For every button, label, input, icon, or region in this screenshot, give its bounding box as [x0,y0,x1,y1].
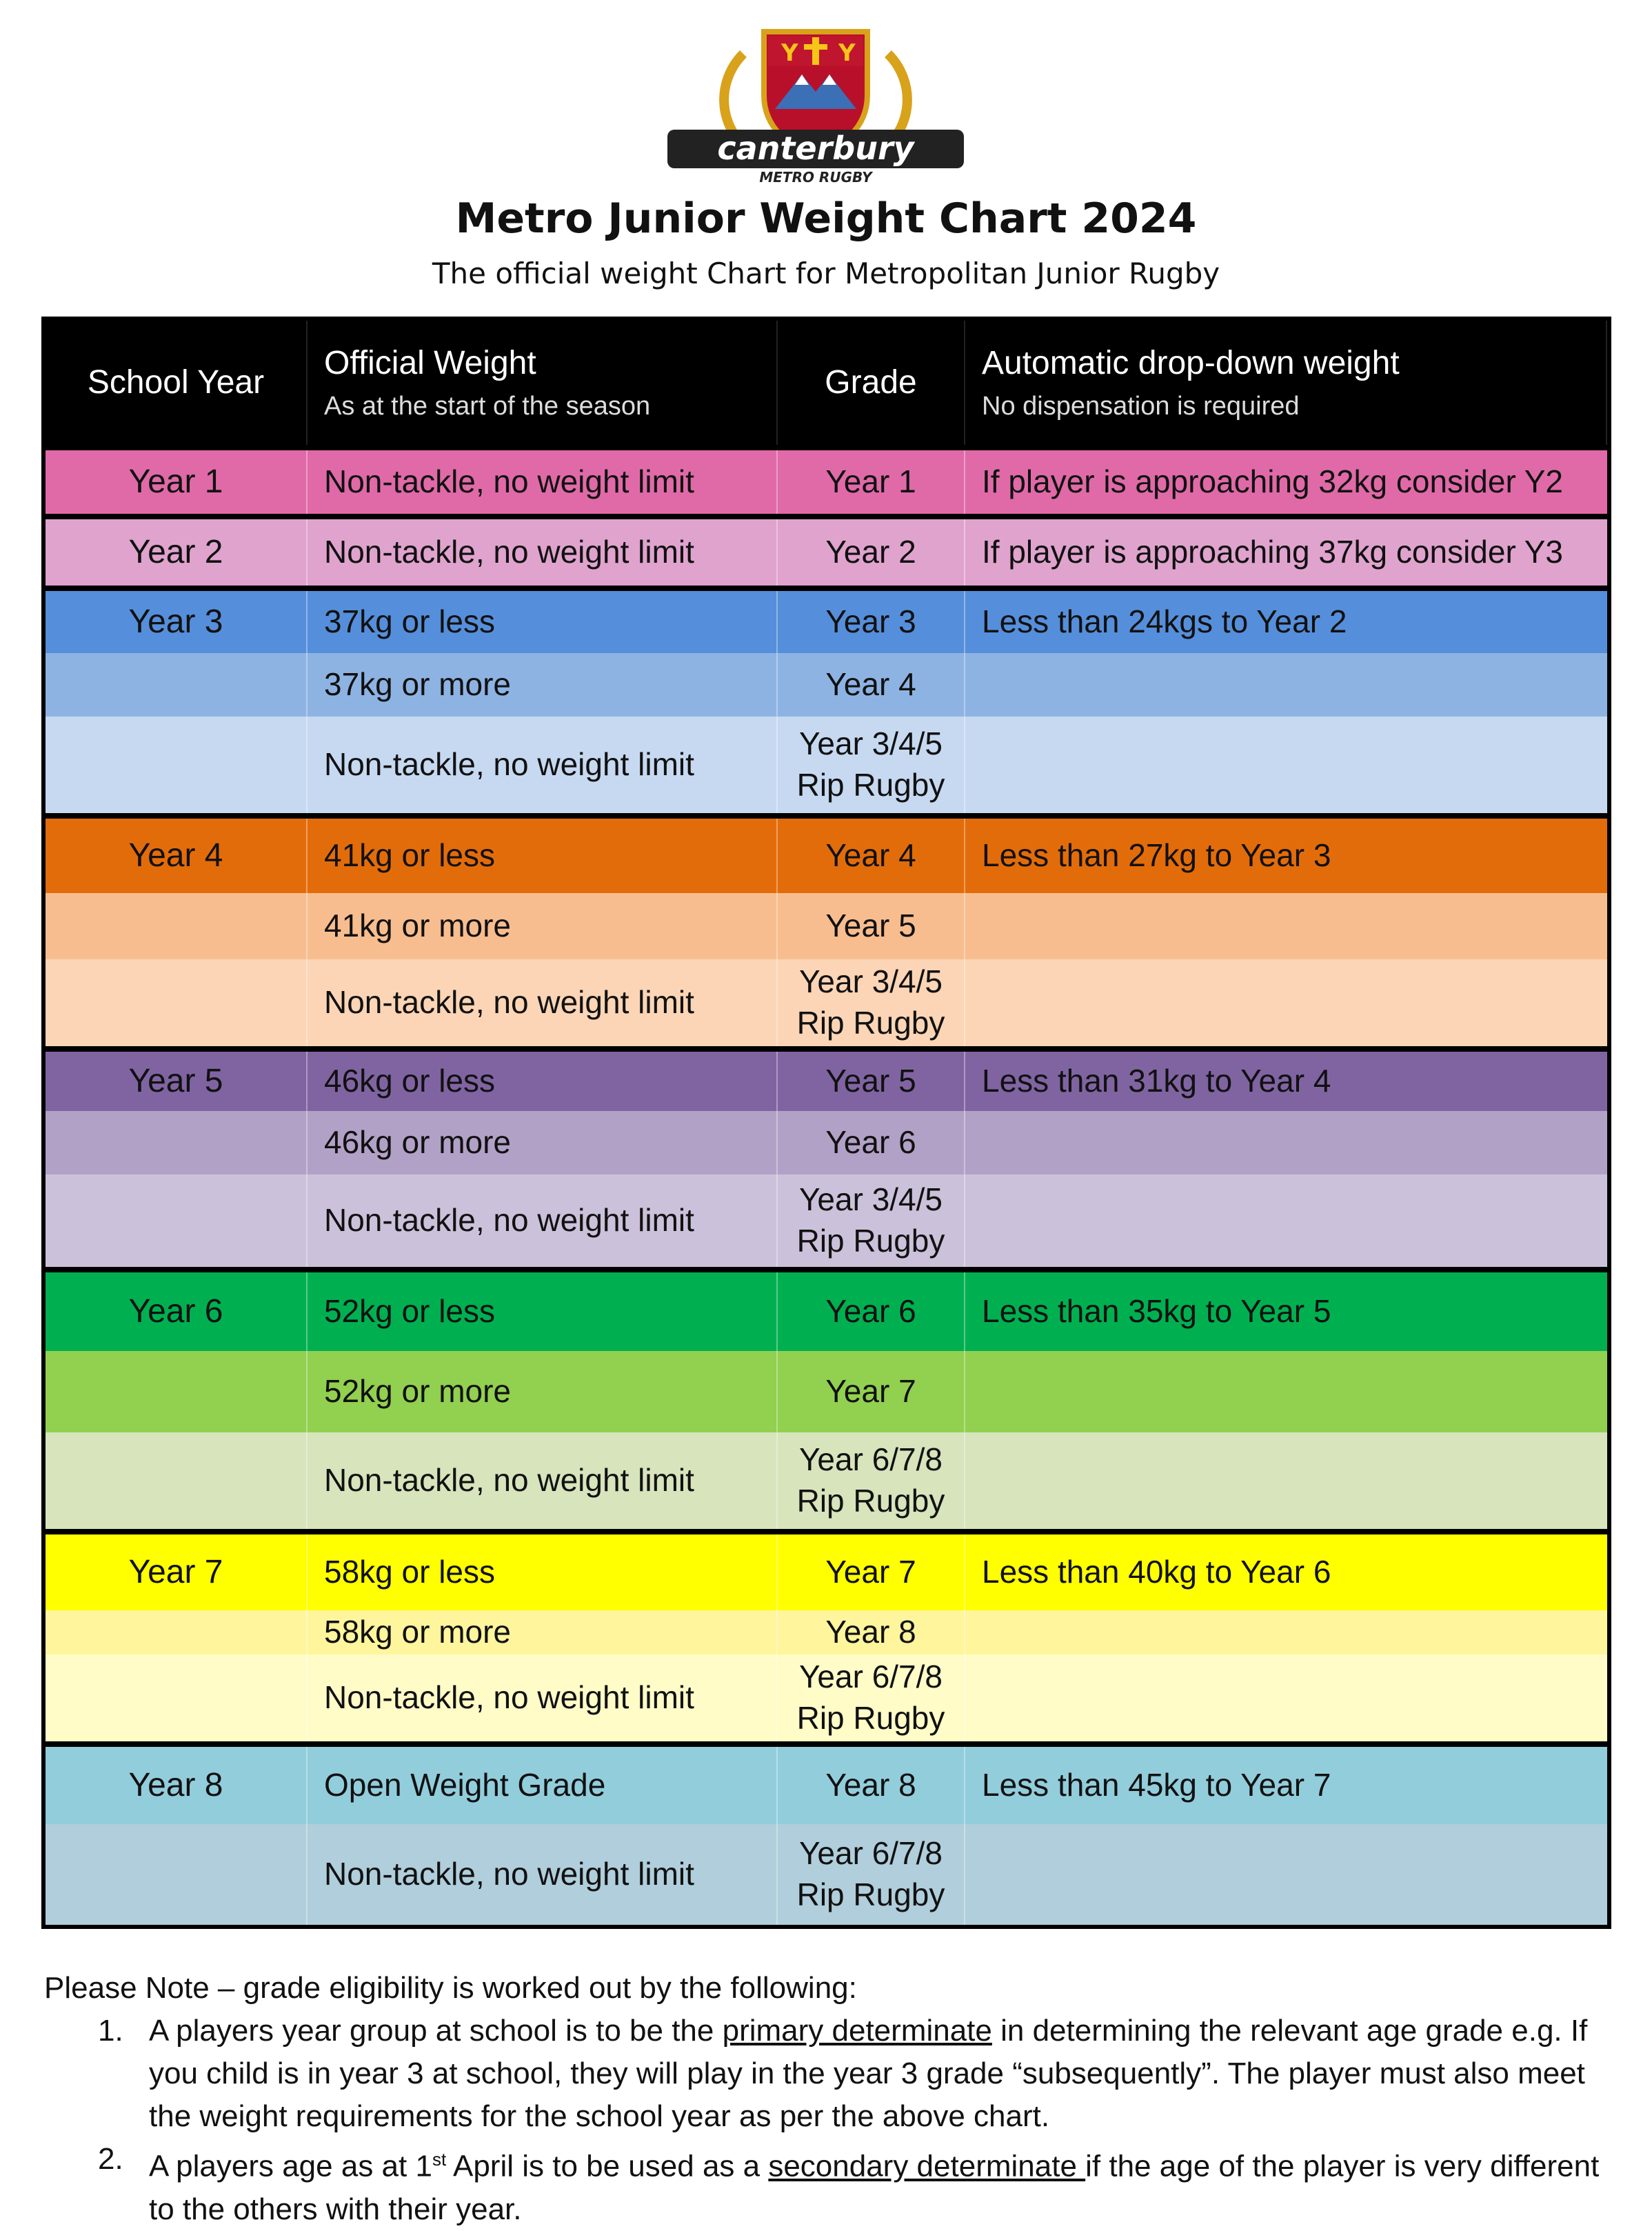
table-row [46,1046,1607,1111]
official-weight-label: Non-tackle, no weight limit [324,746,694,783]
notes-section [44,1967,1616,2231]
grade-label: Year 6/7/8 [798,1659,943,1695]
grade-cell [778,1351,965,1432]
table-header-row [46,321,1607,445]
table-row [46,1654,1607,1741]
table-row [46,1824,1607,1925]
grade-cell [778,1432,965,1529]
primary-determinate-term: primary determinate [722,2014,992,2048]
school-year-label: Year 5 [128,1062,223,1099]
header-school-year: School Year [46,321,308,445]
grade-cell [778,1747,965,1824]
official-weight-cell [308,1654,778,1741]
svg-text:canterbury: canterbury [717,130,914,167]
official-weight-cell [308,1610,778,1654]
table-row [46,1111,1607,1174]
drop-down-label: If player is approaching 37kg consider Y3 [982,534,1564,570]
school-year-cell [46,653,308,717]
official-weight-cell [308,1351,778,1432]
school-year-cell [46,1174,308,1267]
header-drop-down-weight: Automatic drop-down weight No dispensation is required [965,321,1607,445]
grade-sublabel: Rip Rugby [796,1223,945,1259]
school-year-cell [46,1052,308,1111]
table-row [46,1432,1607,1529]
drop-down-label: Less than 24kgs to Year 2 [982,603,1347,640]
official-weight-cell [308,1272,778,1351]
table-row [46,445,1607,514]
grade-label: Year 6/7/8 [798,1441,943,1478]
official-weight-cell [308,1824,778,1925]
grade-label: Year 8 [825,1767,916,1803]
school-year-label: Year 7 [128,1553,223,1590]
drop-down-weight-cell [965,1111,1607,1174]
grade-cell [778,1654,965,1741]
official-weight-label: Non-tackle, no weight limit [324,534,694,570]
school-year-cell [46,1824,308,1925]
drop-down-label: Less than 45kg to Year 7 [982,1767,1331,1803]
page-subtitle: The official weight Chart for Metropolitan Junior Rugby [432,257,1220,290]
drop-down-weight-cell [965,717,1607,813]
table-row [46,1351,1607,1432]
school-year-cell [46,1747,308,1824]
drop-down-weight-cell [965,1534,1607,1610]
grade-cell [778,653,965,717]
official-weight-label: 37kg or more [324,666,512,703]
official-weight-label: Open Weight Grade [324,1767,606,1803]
official-weight-label: Non-tackle, no weight limit [324,1679,694,1716]
grade-cell [778,1052,965,1111]
grade-cell [778,1534,965,1610]
official-weight-label: Non-tackle, no weight limit [324,1462,694,1499]
official-weight-label: 41kg or less [324,837,496,874]
school-year-cell [46,450,308,514]
drop-down-weight-cell [965,591,1607,653]
official-weight-label: 46kg or more [324,1124,512,1161]
official-weight-label: Non-tackle, no weight limit [324,1856,694,1892]
official-weight-cell [308,1111,778,1174]
drop-down-weight-cell [965,1432,1607,1529]
drop-down-weight-cell [965,1747,1607,1824]
table-row [46,893,1607,959]
table-row [46,1174,1607,1267]
grade-label: Year 4 [825,837,916,874]
drop-down-weight-cell [965,653,1607,717]
header-grade: Grade [778,321,965,445]
grade-cell [778,519,965,586]
grade-label: Year 6 [825,1124,916,1161]
table-row [46,1610,1607,1654]
page-title: Metro Junior Weight Chart 2024 [455,194,1197,243]
grade-label: Year 6 [825,1293,916,1330]
weight-chart-table [41,317,1611,1929]
secondary-determinate-term: secondary determinate [768,2149,1086,2183]
grade-label: Year 3 [825,603,916,640]
grade-cell [778,959,965,1046]
drop-down-weight-cell [965,1610,1607,1654]
header-official-weight: Official Weight As at the start of the season [308,321,778,445]
drop-down-weight-cell [965,519,1607,586]
school-year-cell [46,1272,308,1351]
official-weight-label: 46kg or less [324,1063,496,1099]
svg-text:Y: Y [838,39,856,67]
grade-cell [778,819,965,893]
official-weight-label: 58kg or more [324,1614,512,1650]
table-row [46,813,1607,893]
grade-sublabel: Rip Rugby [796,1700,945,1736]
school-year-cell [46,1654,308,1741]
note-item-2: 2. A players age as at 1st April is to be used as a secondary determinate if the age of the player is very different to the others with their year. [98,2142,1600,2226]
table-row [46,1529,1607,1610]
drop-down-label: Less than 35kg to Year 5 [982,1293,1331,1330]
drop-down-weight-cell [965,1174,1607,1267]
drop-down-weight-cell [965,1824,1607,1925]
drop-down-label: If player is approaching 32kg consider Y2 [982,463,1564,500]
school-year-label: Year 1 [128,463,223,500]
drop-down-weight-cell [965,450,1607,514]
grade-label: Year 7 [825,1554,916,1590]
official-weight-cell [308,1432,778,1529]
official-weight-cell [308,1174,778,1267]
table-row [46,1267,1607,1351]
official-weight-cell [308,717,778,813]
table-row [46,586,1607,653]
grade-cell [778,450,965,514]
school-year-cell [46,717,308,813]
canterbury-metro-rugby-logo [640,26,991,185]
grade-cell [778,1610,965,1654]
official-weight-cell [308,1747,778,1824]
school-year-cell [46,1534,308,1610]
school-year-label: Year 4 [128,837,223,874]
school-year-label: Year 8 [128,1766,223,1803]
table-row [46,959,1607,1046]
school-year-cell [46,893,308,959]
drop-down-weight-cell [965,819,1607,893]
school-year-label: Year 6 [128,1292,223,1330]
school-year-label: Year 2 [128,533,223,570]
grade-sublabel: Rip Rugby [796,1005,945,1041]
school-year-cell [46,1610,308,1654]
drop-down-weight-cell [965,1272,1607,1351]
official-weight-label: 52kg or more [324,1373,512,1410]
table-row [46,653,1607,717]
official-weight-label: 52kg or less [324,1293,496,1330]
grade-label: Year 5 [825,908,916,944]
school-year-cell [46,1351,308,1432]
drop-down-weight-cell [965,893,1607,959]
drop-down-weight-cell [965,1654,1607,1741]
official-weight-cell [308,450,778,514]
grade-sublabel: Rip Rugby [796,1483,945,1519]
drop-down-weight-cell [965,1052,1607,1111]
official-weight-cell [308,1052,778,1111]
school-year-cell [46,959,308,1046]
official-weight-cell [308,653,778,717]
official-weight-cell [308,1534,778,1610]
notes-intro: Please Note – grade eligibility is worked out by the following: [44,1971,857,2005]
official-weight-label: Non-tackle, no weight limit [324,984,694,1021]
grade-label: Year 1 [825,463,916,500]
school-year-cell [46,1111,308,1174]
grade-cell [778,1824,965,1925]
official-weight-label: Non-tackle, no weight limit [324,463,694,500]
official-weight-label: Non-tackle, no weight limit [324,1202,694,1239]
grade-label: Year 3/4/5 [798,1181,943,1218]
grade-label: Year 7 [825,1373,916,1410]
grade-label: Year 3/4/5 [798,963,943,1000]
grade-cell [778,1111,965,1174]
official-weight-label: 37kg or less [324,603,496,640]
note-item-1: 1. A players year group at school is to be the primary determinate in determining the relevant age grade e.g. If you child is in year 3 at school, they will play in the year 3 grade “subsequently”. The player must also meet the weight requirements for the school year as per the above chart. [98,2014,1588,2133]
drop-down-weight-cell [965,959,1607,1046]
grade-cell [778,591,965,653]
drop-down-label: Less than 31kg to Year 4 [982,1063,1331,1099]
rugby-crest-icon [640,26,991,185]
official-weight-cell [308,959,778,1046]
grade-cell [778,1174,965,1267]
grade-label: Year 8 [825,1614,916,1650]
grade-sublabel: Rip Rugby [796,1877,945,1912]
grade-cell [778,717,965,813]
school-year-cell [46,591,308,653]
grade-label: Year 3/4/5 [798,726,943,762]
official-weight-cell [308,893,778,959]
official-weight-cell [308,819,778,893]
drop-down-label: Less than 40kg to Year 6 [982,1554,1331,1590]
official-weight-label: 58kg or less [324,1554,496,1590]
school-year-cell [46,819,308,893]
svg-text:Y: Y [781,39,798,67]
grade-label: Year 2 [825,534,916,570]
drop-down-weight-cell [965,1351,1607,1432]
official-weight-cell [308,519,778,586]
grade-label: Year 5 [825,1063,916,1099]
official-weight-cell [308,591,778,653]
grade-label: Year 6/7/8 [798,1835,943,1872]
grade-sublabel: Rip Rugby [796,767,945,803]
notes-list [44,2010,1616,2231]
school-year-label: Year 3 [128,603,223,640]
table-row [46,1741,1607,1824]
table-row [46,717,1607,813]
svg-text:METRO RUGBY: METRO RUGBY [759,169,872,185]
table-body [46,445,1607,1925]
drop-down-label: Less than 27kg to Year 3 [982,837,1331,874]
school-year-cell [46,519,308,586]
grade-cell [778,893,965,959]
grade-label: Year 4 [825,666,916,703]
school-year-cell [46,1432,308,1529]
official-weight-label: 41kg or more [324,908,512,944]
grade-cell [778,1272,965,1351]
table-row [46,514,1607,586]
